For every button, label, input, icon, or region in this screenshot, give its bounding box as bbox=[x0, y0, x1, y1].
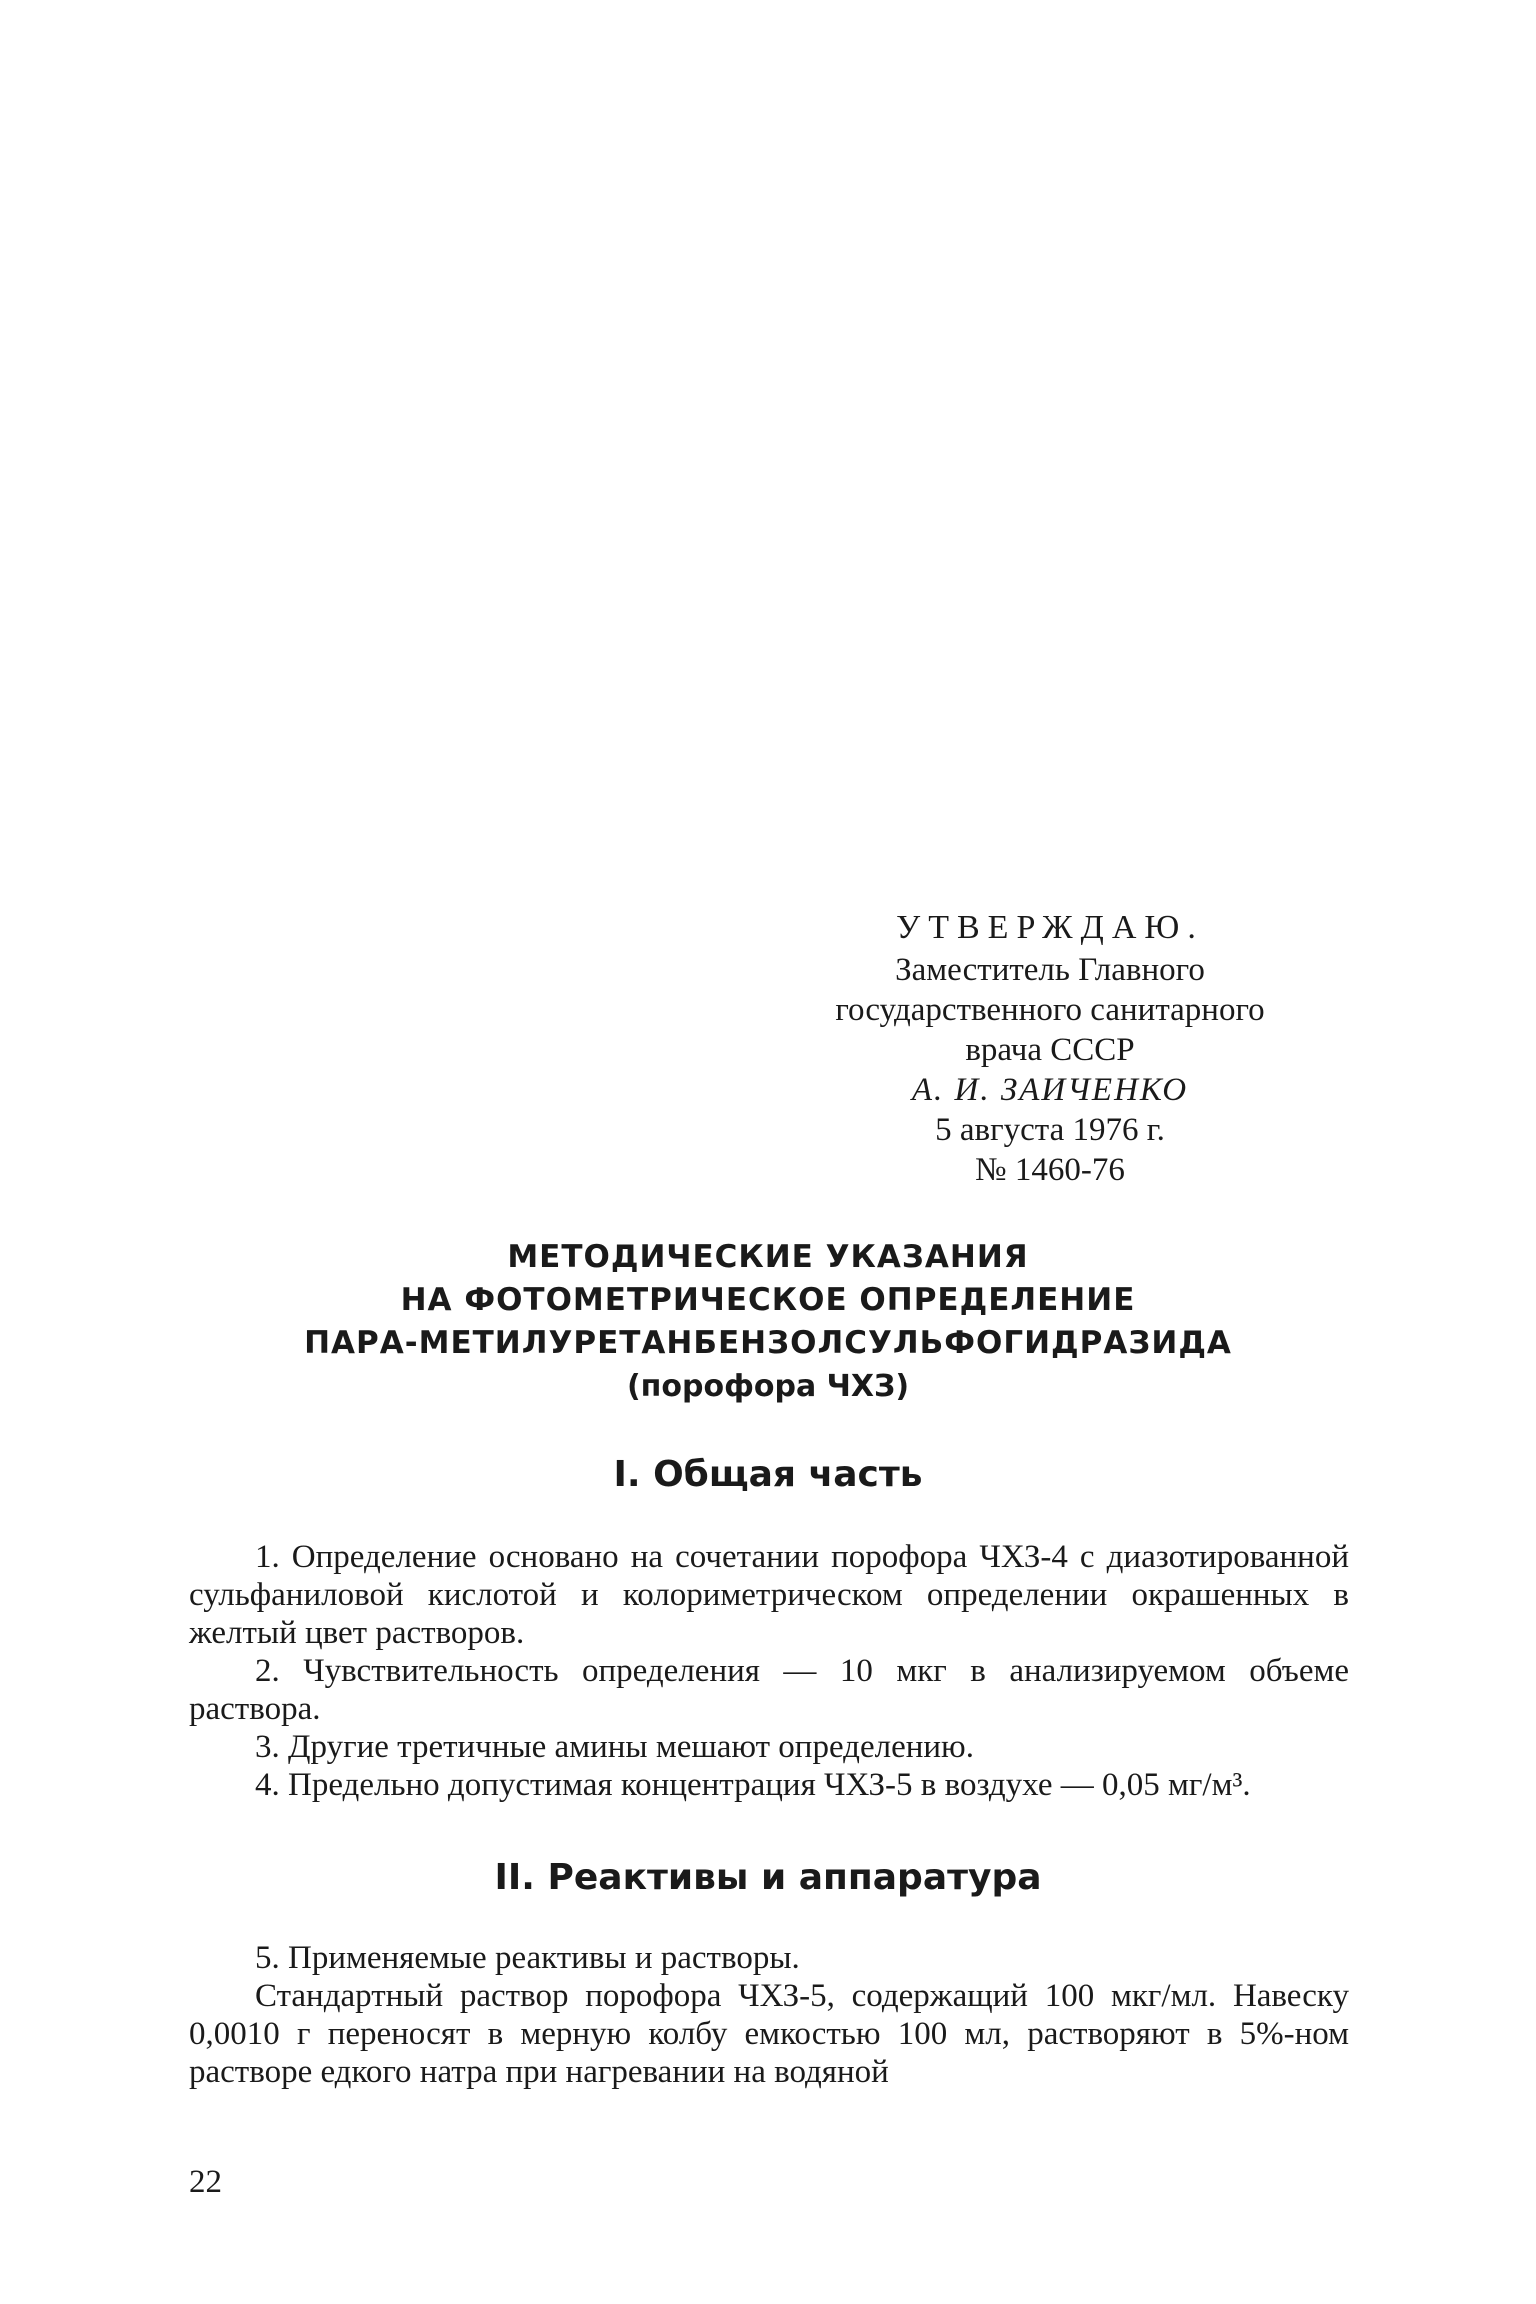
section-1-heading: I. Общая часть bbox=[613, 1454, 923, 1495]
section-1-body bbox=[189, 1538, 1349, 1804]
paragraph: 1. Определение основано на сочетании порофора ЧХЗ-4 с диазотированной сульфаниловой кислотой и колориметрическом определении окрашенных в желтый цвет растворов. bbox=[189, 1539, 1349, 1651]
document-title bbox=[180, 1236, 1356, 1408]
title-line-2: НА ФОТОМЕТРИЧЕСКОЕ ОПРЕДЕЛЕНИЕ bbox=[400, 1282, 1136, 1318]
approver-name: А. И. ЗАИЧЕНКО bbox=[911, 1072, 1189, 1108]
page-number: 22 bbox=[189, 2164, 222, 2200]
paragraph: Стандартный раствор порофора ЧХЗ-5, содержащий 100 мкг/мл. Навеску 0,0010 г переносят в мерную колбу емкостью 100 мл, растворяют в 5%-ном растворе едкого натра при нагревании на водяной bbox=[189, 1978, 1349, 2090]
title-subtitle: (порофора ЧХЗ) bbox=[626, 1369, 910, 1404]
title-line-1: МЕТОДИЧЕСКИЕ УКАЗАНИЯ bbox=[507, 1239, 1029, 1275]
approver-position-line-3: врача СССР bbox=[965, 1032, 1135, 1068]
paragraph: 3. Другие третичные амины мешают определению. bbox=[255, 1729, 974, 1765]
title-line-3: ПАРА-МЕТИЛУРЕТАНБЕНЗОЛСУЛЬФОГИДРАЗИДА bbox=[304, 1325, 1232, 1361]
approval-number: № 1460-76 bbox=[975, 1152, 1125, 1188]
approver-position-line-2: государственного санитарного bbox=[835, 992, 1265, 1028]
approval-heading: УТВЕРЖДАЮ. bbox=[896, 909, 1204, 946]
section-2-heading: II. Реактивы и аппаратура bbox=[494, 1857, 1042, 1898]
approval-block bbox=[810, 908, 1290, 1190]
paragraph: 2. Чувствительность определения — 10 мкг в анализируемом объеме раствора. bbox=[189, 1653, 1349, 1727]
approval-date: 5 августа 1976 г. bbox=[935, 1112, 1165, 1148]
approver-position-line-1: Заместитель Главного bbox=[895, 952, 1205, 988]
paragraph: 4. Предельно допустимая концентрация ЧХЗ-5 в воздухе — 0,05 мг/м³. bbox=[255, 1767, 1251, 1803]
section-2-body bbox=[189, 1939, 1349, 2091]
paragraph: 5. Применяемые реактивы и растворы. bbox=[255, 1940, 800, 1976]
